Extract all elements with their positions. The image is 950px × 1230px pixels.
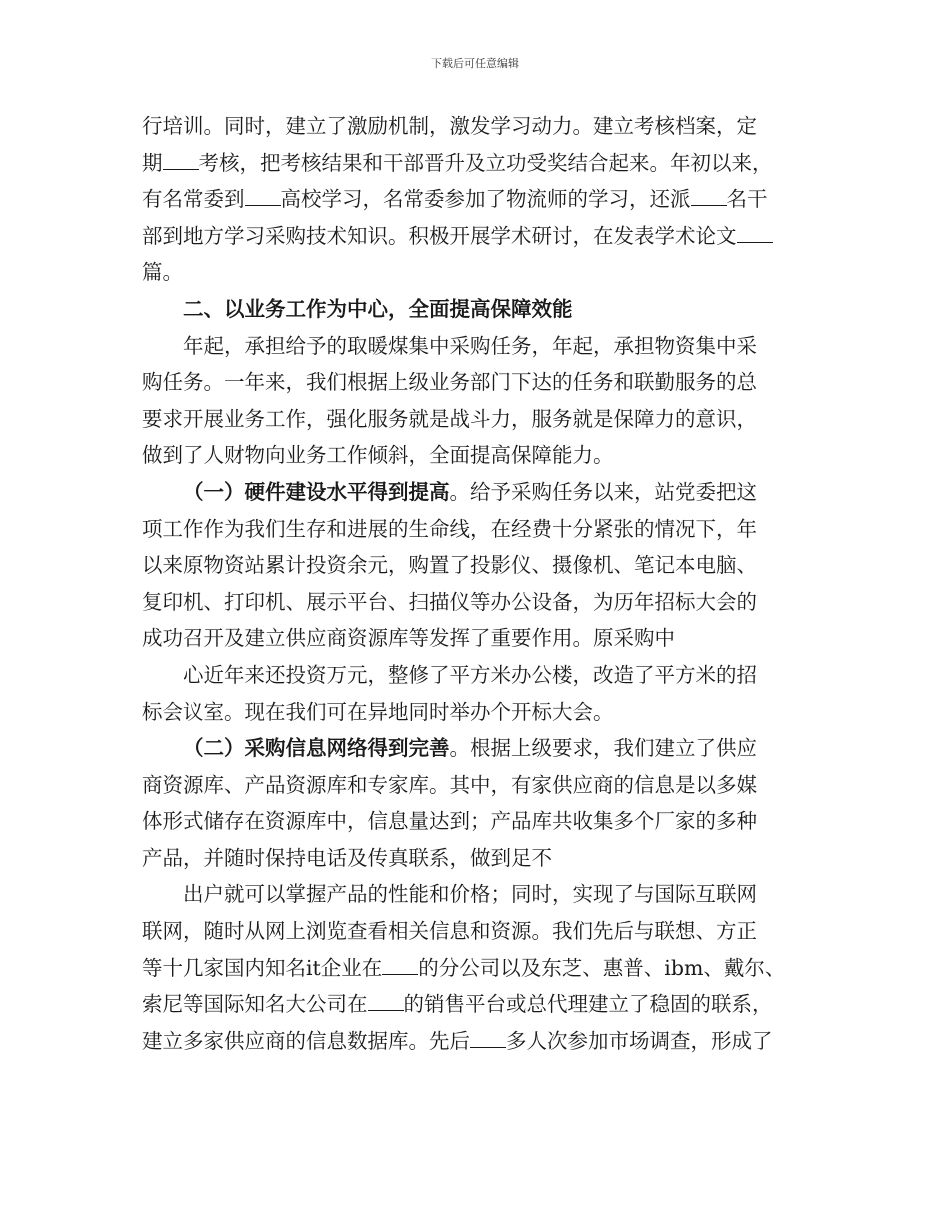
text-segment: 购任务。一年来，我们根据上级业务部门下达的任务和联勤服务的总: [142, 370, 757, 395]
text-line: [142, 547, 822, 584]
text-segment: 标会议室。现在我们可在异地同时举办个开标大会。: [142, 699, 614, 724]
text-segment: 体形式储存在资源库中，信息量达到；产品库共收集多个厂家的多种: [142, 809, 757, 834]
text-line: [142, 876, 822, 913]
text-segment: 以来原物资站累计投资余元，购置了投影仪、摄像机、笔记本电脑、: [142, 553, 757, 578]
text-line: [142, 401, 822, 438]
text-segment: 建立多家供应商的信息数据库。先后: [142, 1028, 470, 1053]
text-line: [142, 511, 822, 548]
fill-blank: [163, 151, 199, 170]
text-line: [142, 694, 822, 731]
text-segment: 联网，随时从网上浏览查看相关信息和资源。我们先后与联想、方正: [142, 919, 757, 944]
text-line: [142, 803, 822, 840]
text-segment: 索尼等国际知名大公司在: [142, 992, 368, 1017]
fill-blank: [691, 187, 727, 206]
text-line: [142, 730, 822, 767]
text-line: [142, 1023, 822, 1060]
text-line: [142, 437, 822, 474]
text-line: [142, 950, 822, 987]
text-segment: 心近年来还投资万元，整修了平方米办公楼，改造了平方米的招: [183, 662, 757, 687]
text-line: [142, 145, 822, 182]
text-segment: 多人次参加市场调查，形成了: [506, 1028, 773, 1053]
text-line: [142, 218, 822, 255]
text-segment: 。根据上级要求，我们建立了供应: [449, 736, 757, 761]
text-line: [142, 108, 822, 145]
text-line: [142, 181, 822, 218]
text-segment: 部到地方学习采购技术知识。积极开展学术研讨，在发表学术论文: [142, 223, 737, 248]
text-segment: 商资源库、产品资源库和专家库。其中，有家供应商的信息是以多媒: [142, 772, 757, 797]
text-line: [142, 584, 822, 621]
text-segment: 行培训。同时，建立了激励机制，激发学习动力。建立考核档案，定: [142, 114, 757, 138]
text-line: [142, 254, 822, 291]
text-segment: 。给予采购任务以来，站党委把这: [449, 479, 757, 504]
text-segment: 项工作作为我们生存和进展的生命线，在经费十分紧张的情况下，年: [142, 516, 757, 541]
text-line: [142, 620, 822, 657]
text-segment: 考核，把考核结果和干部晋升及立功受奖结合起来。年初以来，: [198, 150, 773, 175]
fill-blank: [368, 992, 404, 1011]
document-body: [142, 108, 822, 1059]
bold-lead-text: 二、以业务工作为中心，全面提高保障效能: [183, 296, 573, 321]
text-segment: 等十几家国内知名it企业在: [142, 955, 383, 980]
text-segment: 产品，并随时保持电话及传真联系，做到足不: [142, 845, 552, 870]
text-segment: 名干: [726, 187, 768, 212]
text-segment: 做到了人财物向业务工作倾斜，全面提高保障能力。: [142, 443, 614, 468]
text-line: [142, 328, 822, 365]
text-segment: 要求开展业务工作，强化服务就是战斗力，服务就是保障力的意识，: [142, 406, 757, 431]
text-segment: 出户就可以掌握产品的性能和价格；同时，实现了与国际互联网: [183, 882, 757, 907]
bold-lead-text: （一）硬件建设水平得到提高: [183, 479, 450, 504]
text-segment: 篇。: [142, 260, 183, 285]
fill-blank: [737, 224, 773, 243]
text-line: [142, 474, 822, 511]
text-segment: 的销售平台或总代理建立了稳固的联系，: [403, 992, 773, 1017]
fill-blank: [470, 1029, 506, 1048]
text-segment: 成功召开及建立供应商资源库等发挥了重要作用。原采购中: [142, 626, 675, 651]
text-segment: 的分公司以及东芝、惠普、ibm、戴尔、: [418, 955, 786, 980]
text-segment: 复印机、打印机、展示平台、扫描仪等办公设备，为历年招标大会的: [142, 589, 757, 614]
text-segment: 高校学习，名常委参加了物流师的学习，还派: [280, 187, 691, 212]
text-line: [142, 913, 822, 950]
text-line: [142, 986, 822, 1023]
text-line: [142, 767, 822, 804]
fill-blank: [382, 956, 418, 975]
text-line: [142, 840, 822, 877]
section-heading: [142, 291, 822, 328]
text-segment: 期: [142, 150, 163, 175]
text-segment: 年起，承担给予的取暖煤集中采购任务，年起，承担物资集中采: [183, 333, 757, 358]
page-header: 下载后可任意编辑: [431, 57, 519, 70]
text-segment: 有名常委到: [142, 187, 245, 212]
text-line: [142, 657, 822, 694]
bold-lead-text: （二）采购信息网络得到完善: [183, 736, 450, 761]
text-line: [142, 364, 822, 401]
fill-blank: [245, 187, 281, 206]
